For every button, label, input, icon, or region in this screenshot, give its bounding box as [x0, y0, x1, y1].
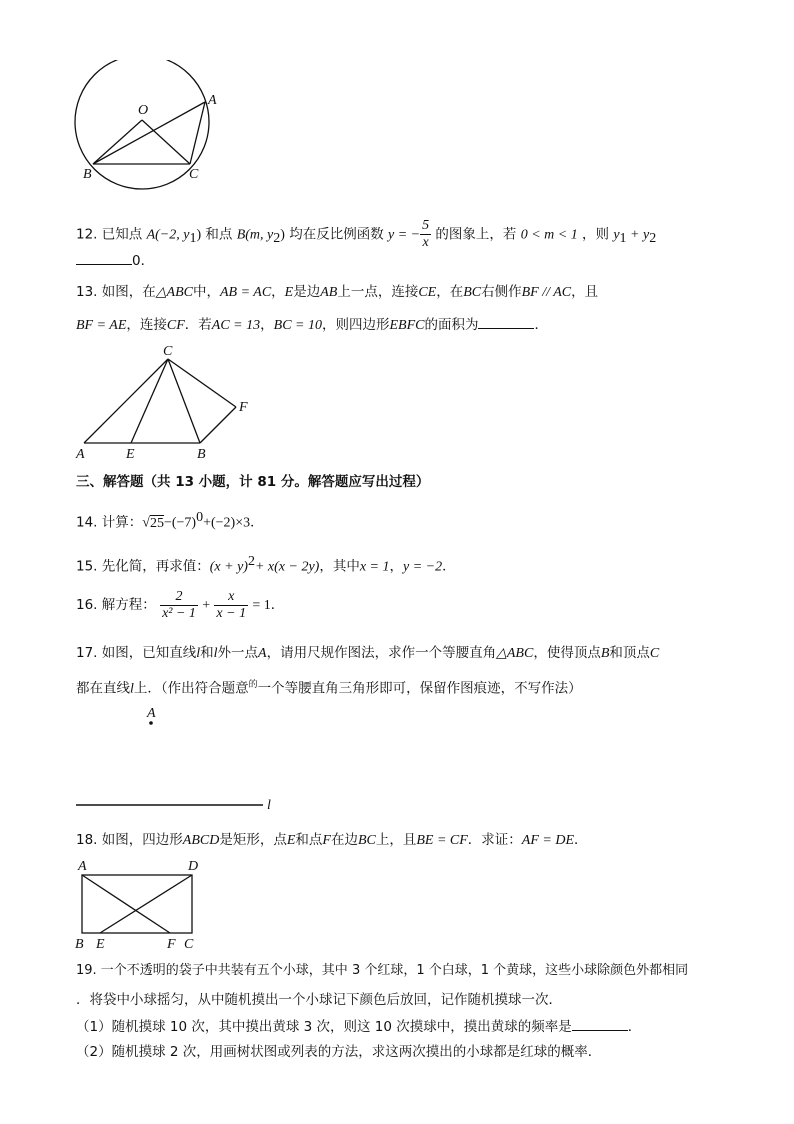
circle-label-o: O: [138, 103, 149, 118]
q18-line1: 18. 如图，四边形ABCD是矩形，点E和点F在边BC上，且BE = CF．求证：AF = DE．: [76, 832, 588, 848]
q12-line1: 12. 已知点 A(−2, $y_1$) 和点 B(m, $y_2$) 均在反比例函数 y = − $\frac{5}{x}$ 的图象上，若 0 < m < 1 ，则 $y_1 + y_2$: [76, 218, 657, 250]
circle-label-c: C: [189, 167, 199, 182]
q19-part1: （1）随机摸球 10 次，其中摸出黄球 3 次，则这 10 次摸球中，摸出黄球的频率是 ．: [76, 1016, 641, 1037]
q17-line2: 都在直线l上．（作出符合题意$^的$一个等腰直角三角形即可，保留作图痕迹，不写作法）: [76, 680, 582, 697]
q19-part2: （2）随机摸球 2 次，用画树状图或列表的方法，求这两次摸出的小球都是红球的概率．: [76, 1044, 602, 1060]
q16: 16. 解方程： $\frac{2}{\text{x² − 1}}$ + $\frac{x}{x - 1}$ = 1．: [76, 588, 285, 621]
q19-line1: 19. 一个不透明的袋子中共装有五个小球，其中 3 个红球，1 个白球，1 个黄球，这些小球除颜色外都相同: [76, 963, 689, 978]
tri-label-b: B: [197, 447, 206, 462]
q17-point-a: [149, 721, 153, 725]
tri-label-e: E: [126, 447, 135, 462]
circle-label-a: A: [208, 93, 217, 108]
q12-answer-blank: [76, 250, 132, 265]
q17-point-a-label: A: [147, 706, 156, 721]
q15: 15. 先化简，再求值：$(x + y)^2+ x(x - 2y)$，其中x = 1，y = −2．: [76, 554, 456, 575]
q13-line1: 13. 如图，在△ABC中，AB = AC，E是边AB上一点，连接CE，在BC右侧作BF // AC，且: [76, 284, 599, 300]
q14: 14. 计算：$√25-(-7)^0+(-2)\times 3$．: [76, 510, 264, 531]
q19-answer-blank: [572, 1016, 628, 1031]
tri-label-a: A: [76, 447, 85, 462]
rect-label-f: F: [167, 937, 176, 952]
rect-label-e: E: [96, 937, 105, 952]
q13-line2: BF = AE，连接CF．若AC = 13，BC = 10，则四边形EBFC的面积为 ．: [76, 314, 548, 336]
section-3-heading: 三、解答题（共 13 小题，计 81 分。解答题应写出过程）: [76, 474, 430, 490]
q13-triangle-figure: [70, 340, 260, 465]
tri-label-f: F: [239, 400, 248, 415]
rect-label-c: C: [184, 937, 194, 952]
rect-label-b: B: [75, 937, 84, 952]
q17-line1: 17. 如图，已知直线l和l外一点A，请用尺规作图法，求作一个等腰直角△ABC，使得顶点B和顶点C: [76, 645, 660, 661]
q19-line2: ．将袋中小球摇匀，从中随机摸出一个小球记下颜色后放回，记作随机摸球一次．: [76, 992, 562, 1008]
circle-label-b: B: [83, 167, 92, 182]
q17-line-l-label: l: [267, 798, 271, 813]
circle-figure: [60, 60, 240, 190]
q17-figure: [70, 695, 290, 815]
q18-rectangle-figure: [70, 855, 210, 955]
rect-label-d: D: [188, 859, 199, 874]
rect-label-a: A: [78, 859, 87, 874]
tri-label-c: C: [163, 344, 173, 359]
q13-answer-blank: [478, 314, 534, 329]
q12-line2: 0．: [76, 250, 154, 271]
